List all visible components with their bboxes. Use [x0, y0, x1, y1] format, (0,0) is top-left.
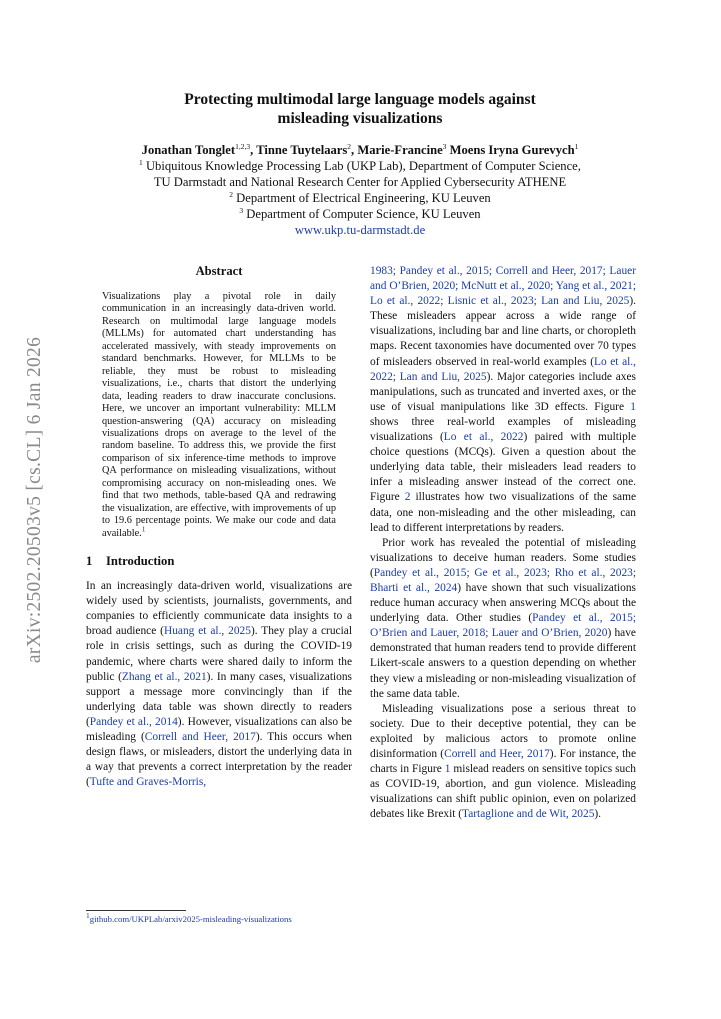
affiliations: $^1$ Ubiquitous Knowledge Processing Lab (UKP Lab), Department of Computer Science, TU Darmstadt and National Research Center for Applied Cybersecurity ATHENE $^2$ Department of Electrical Engineering, KU Leuven $^3$ Department of Computer Science, KU Leuven www.ukp.tu-darmstadt.de: [80, 158, 640, 238]
left-column: [86, 264, 352, 790]
citation-link[interactable]: Lo et al., 2022; Lan and Liu, 2025: [370, 355, 636, 383]
affiliation-1-line-1: Ubiquitous Knowledge Processing Lab (UKP Lab), Department of Computer Science,: [145, 159, 581, 173]
footnote-marker[interactable]: 1: [141, 524, 146, 534]
citation-link[interactable]: Pandey et al., 2014: [89, 715, 178, 728]
citation-link[interactable]: Pandey et al., 2015; O’Brien and Lauer, 2018; Lauer and O’Brien, 2020: [370, 612, 636, 640]
citation-link[interactable]: Correll and Heer, 2017: [444, 748, 550, 760]
abstract-text: Visualizations play a pivotal role in daily communication in an increasingly data-driven world. Research on multimodal large language models (MLLMs) for automated chart understanding has accelerated massively, with steady improvements on standard benchmarks. However, for MLLMs to be reliable, they must be robust to misleading visualizations, i.e., charts that distort the underlying data, leading readers to draw inaccurate conclusions. Here, we uncover an important vulnerability: MLLM question-answering (QA) accuracy on misleading visualizations drops on average to the level of the random baseline. To address this, we provide the first comparison of six inference-time methods to improve QA performance on misleading visualizations, without compromising accuracy on non-misleading ones. We find that two methods, table-based QA and redrawing the visualization, are effective, with improvements of up to 19.6 percentage points. We make our code and data available.$^1$: [102, 291, 336, 539]
figure-ref-link[interactable]: 2: [404, 491, 411, 504]
affiliation-1-line-2: TU Darmstadt and National Research Center for Applied Cybersecurity ATHENE: [153, 175, 567, 189]
section-number: 1: [86, 554, 93, 569]
author-affil-mark: 3: [442, 141, 447, 151]
author-affil-mark: 2: [347, 141, 352, 151]
author-affil-mark: 1,2,3: [235, 141, 251, 151]
author-affil-mark: 1: [574, 141, 579, 151]
author-name: Tinne Tuytelaars: [256, 143, 348, 157]
right-column: [370, 264, 636, 822]
intro-paragraph-1-cont: 1983; Pandey et al., 2015; Correll and Heer, 2017; Lauer and O’Brien, 2020; McNutt et al., 2020; Yang et al., 2021; Lo et al., 2022; Lisnic et al., 2023; Lan and Liu, 2025). These misleaders appear across a wide range of visualizations, including bar and line charts, or choropleth maps. Recent taxonomies have documented over 70 types of misleaders observed in real-world examples (Lo et al., 2022; Lan and Liu, 2025). Major categories include axes manipulations, such as truncated and inverted axes, or the use of visual manipulations like 3D effects. Figure 1 shows three real-world examples of misleading visualizations (Lo et al., 2022) paired with multiple choice questions (MCQs). Given a question about the underlying data table, their misleaders lead readers to infer a misleading answer instead of the correct one. Figure 2 illustrates how two visualizations of the same data, one non-misleading and the other misleading, can lead to different interpretations by readers.: [370, 265, 637, 534]
footnote-rule: [86, 910, 186, 911]
citation-link[interactable]: Pandey et al., 2015; Ge et al., 2023; Rho et al., 2023; Bharti et al., 2024: [370, 566, 636, 594]
lab-url-link[interactable]: www.ukp.tu-darmstadt.de: [294, 223, 426, 237]
citation-link[interactable]: Zhang et al., 2021: [121, 670, 207, 683]
intro-paragraph-3: Misleading visualizations pose a serious threat to society. Due to their deceptive potential, they can be exploited by malicious actors to promote online disinformation (Correll and Heer, 2017). For instance, the charts in Figure 1 mislead readers on sensitive topics such as COVID-19, abortion, and gun violence. Misleading visualizations can shift public opinion, even on polarized debates like Brexit (Tartaglione and de Wit, 2025).: [370, 702, 636, 821]
footnote: [86, 911, 352, 925]
intro-paragraph-1: In an increasingly data-driven world, visualizations are widely used by scientists, journalists, governments, and companies to efficiently communicate data insights to a broad audience (Huang et al., 2025). They play a crucial role in crisis settings, such as during the COVID-19 pandemic, where charts were shared daily to inform the public (Zhang et al., 2021). In many cases, visualizations support a message more convincingly than if the underlying data table was shown directly to readers (Pandey et al., 2014). However, visualizations can also be misleading (Correll and Heer, 2017). This occurs when design flaws, or misleaders, distort the underlying data in a way that prevents a correct interpretation by the reader (Tufte and Graves-Morris,: [86, 580, 352, 789]
figure-ref-link[interactable]: 1: [630, 400, 636, 413]
citation-link[interactable]: Tufte and Graves-Morris,: [89, 776, 207, 789]
citation-link[interactable]: Correll and Heer, 2017: [144, 731, 256, 743]
author-list: Jonathan Tonglet$^{1,2,3}$, Tinne Tuytelaars$^2$, Marie-Francine$^3$ Moens Iryna Gurevych$^1$: [141, 141, 579, 157]
citation-link[interactable]: Tartaglione and de Wit, 2025: [462, 808, 595, 821]
paper-title: [80, 90, 640, 128]
arxiv-identifier: arXiv:2502.20503v5 [cs.CL] 6 Jan 2026: [24, 336, 45, 664]
section-heading: [86, 554, 352, 569]
author-name: Moens Iryna Gurevych: [449, 143, 575, 157]
affiliation-3: Department of Computer Science, KU Leuven: [246, 207, 481, 221]
title-line-1: Protecting multimodal large language models against: [184, 91, 536, 108]
abstract-heading: Abstract: [195, 264, 243, 278]
figure-ref-link[interactable]: 1: [444, 763, 451, 776]
title-line-2: misleading visualizations: [277, 110, 443, 127]
footnote-number: 1: [86, 911, 90, 921]
author-name: Jonathan Tonglet: [141, 143, 236, 157]
intro-paragraph-2: Prior work has revealed the potential of misleading visualizations to deceive human readers. Some studies (Pandey et al., 2015; Ge et al., 2023; Rho et al., 2023; Bharti et al., 2024) have shown that such visualizations reduce human accuracy when answering MCQs about the underlying data. Other studies (Pandey et al., 2015; O’Brien and Lauer, 2018; Lauer and O’Brien, 2020) have demonstrated that human readers tend to provide different Likert-scale answers to a question depending on whether they view a misleading or non-misleading visualization of the same data table.: [370, 536, 636, 700]
title-block: [80, 90, 640, 238]
citation-link[interactable]: Lo et al., 2022: [443, 431, 524, 444]
citation-link[interactable]: 1983; Pandey et al., 2015; Correll and Heer, 2017; Lauer and O’Brien, 2020; McNutt et al., 2020; Yang et al., 2021; Lo et al., 2022; Lisnic et al., 2023; Lan and Liu, 2025: [370, 265, 636, 308]
affiliation-2: Department of Electrical Engineering, KU Leuven: [236, 191, 491, 205]
section-title: Introduction: [106, 554, 175, 569]
author-name: Marie-Francine: [357, 143, 443, 157]
citation-link[interactable]: Huang et al., 2025: [163, 625, 251, 638]
footnote-link[interactable]: github.com/UKPLab/arxiv2025-misleading-visualizations: [89, 914, 292, 924]
